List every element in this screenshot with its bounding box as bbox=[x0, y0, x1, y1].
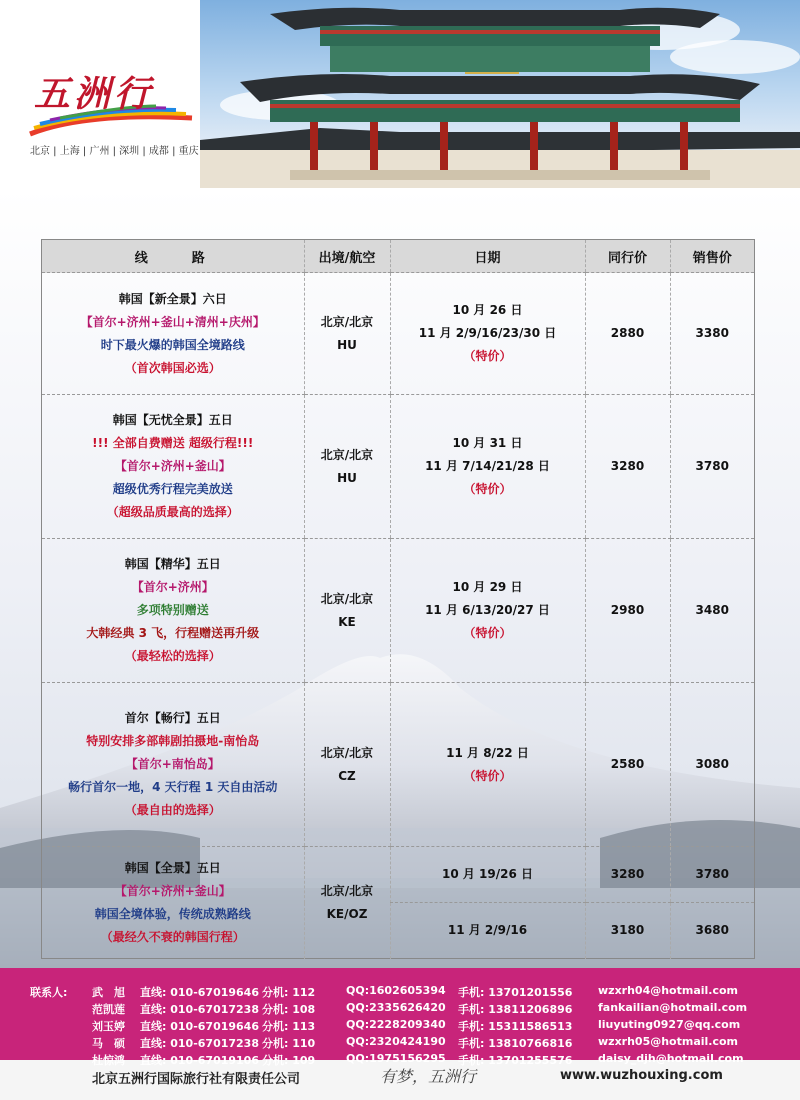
airline-cell bbox=[304, 847, 390, 959]
contact-ext: 分机: 112 bbox=[262, 986, 316, 999]
route-desc: 畅行首尔一地，4 天行程 1 天自由活动 bbox=[68, 780, 278, 794]
date-line: 11 月 2/9/16/23/30 日 bbox=[418, 326, 557, 340]
header-airline: 出境/航空 bbox=[304, 240, 390, 273]
route-cell bbox=[42, 395, 304, 539]
contact-email[interactable]: fankailian@hotmail.com bbox=[598, 1001, 748, 1014]
contact-name: 范凯莲 bbox=[92, 1003, 125, 1016]
contact-row bbox=[30, 1018, 790, 1034]
date-line: 10 月 29 日 bbox=[452, 580, 523, 594]
airline-code: KE bbox=[338, 614, 356, 629]
airline-route: 北京/北京 bbox=[320, 745, 374, 760]
table-row bbox=[42, 395, 754, 539]
date-line: 11 月 8/22 日 bbox=[446, 745, 529, 760]
contact-mobile: 手机: 13810766816 bbox=[458, 1037, 573, 1050]
route-desc: 韩国全境体验，传统成熟路线 bbox=[94, 906, 251, 921]
date-line: 10 月 19/26 日 bbox=[390, 847, 585, 903]
airline-cell bbox=[304, 683, 390, 847]
peer-price: 3280 bbox=[585, 847, 670, 903]
contact-ext: 分机: 110 bbox=[262, 1037, 316, 1050]
special-price-tag: （特价） bbox=[463, 482, 512, 496]
route-cell bbox=[42, 847, 304, 959]
airline-route: 北京/北京 bbox=[320, 314, 374, 329]
contact-phone: 直线: 010-67019646 bbox=[140, 1020, 259, 1033]
contact-ext: 分机: 108 bbox=[262, 1003, 316, 1016]
peer-price: 2580 bbox=[585, 683, 670, 847]
contact-name: 杜惊鸿 bbox=[92, 1054, 125, 1067]
palace-image bbox=[200, 0, 800, 188]
route-cities: 【首尔+济州+釜山】 bbox=[114, 883, 231, 898]
special-price-tag: （特价） bbox=[463, 768, 512, 783]
contact-mobile: 手机: 13701201556 bbox=[458, 986, 573, 999]
contact-mobile: 手机: 13701255576 bbox=[458, 1054, 573, 1067]
peer-price: 2980 bbox=[585, 539, 670, 683]
route-cell bbox=[42, 273, 304, 395]
contact-phone: 直线: 010-67017238 bbox=[140, 1003, 259, 1016]
contact-qq: QQ:1975156295 bbox=[346, 1052, 446, 1065]
date-line: 11 月 2/9/16 bbox=[390, 903, 585, 959]
route-title: 韩国【无忧全景】五日 bbox=[112, 413, 233, 427]
header bbox=[0, 0, 800, 188]
airline-code: CZ bbox=[338, 768, 356, 783]
contact-row bbox=[30, 1035, 790, 1051]
date-line: 10 月 31 日 bbox=[452, 436, 523, 450]
route-cities: 【首尔+南怡岛】 bbox=[125, 757, 220, 771]
date-cell bbox=[390, 273, 585, 395]
contact-phone: 直线: 010-67017238 bbox=[140, 1037, 259, 1050]
route-title: 首尔【畅行】五日 bbox=[124, 711, 221, 725]
contact-ext: 分机: 113 bbox=[262, 1020, 316, 1033]
contact-row bbox=[30, 1001, 790, 1017]
contact-name: 刘玉婷 bbox=[92, 1020, 125, 1033]
sale-price: 3780 bbox=[670, 847, 754, 903]
contact-phone: 直线: 010-67019106 bbox=[140, 1054, 259, 1067]
date-cell bbox=[390, 683, 585, 847]
header-date: 日期 bbox=[390, 240, 585, 273]
route-title: 韩国【全景】五日 bbox=[124, 860, 221, 875]
table-row bbox=[42, 273, 754, 395]
route-desc: 超级优秀行程完美放送 bbox=[112, 482, 233, 496]
contact-qq: QQ:2320424190 bbox=[346, 1035, 446, 1048]
airline-code: HU bbox=[337, 337, 357, 352]
sale-price: 3380 bbox=[670, 273, 754, 395]
tour-table bbox=[41, 239, 755, 959]
route-cities: 【首尔+济州+釜山+清州+庆州】 bbox=[80, 314, 265, 329]
contact-qq: QQ:1602605394 bbox=[346, 984, 446, 997]
contact-ext: 分机: 109 bbox=[262, 1054, 316, 1067]
peer-price: 3280 bbox=[585, 395, 670, 539]
date-cell bbox=[390, 539, 585, 683]
route-cities: 【首尔+济州+釜山】 bbox=[114, 459, 231, 473]
contact-label: 联系人: bbox=[30, 986, 68, 999]
special-price-tag: （特价） bbox=[463, 626, 512, 640]
airline-route: 北京/北京 bbox=[320, 591, 374, 606]
table-row bbox=[42, 539, 754, 683]
contact-name: 马 硕 bbox=[92, 1037, 125, 1050]
slogan: 有梦，五洲行 bbox=[380, 1067, 477, 1086]
route-desc: 大韩经典 3 飞，行程赠送再升级 bbox=[86, 626, 260, 640]
date-line: 10 月 26 日 bbox=[452, 303, 523, 317]
route-cities: 【首尔+济州】 bbox=[131, 580, 214, 594]
sale-price: 3480 bbox=[670, 539, 754, 683]
contact-row bbox=[30, 984, 790, 1000]
contact-phone: 直线: 010-67019646 bbox=[140, 986, 259, 999]
sale-price: 3080 bbox=[670, 683, 754, 847]
header-sale-price: 销售价 bbox=[670, 240, 754, 273]
header-peer-price: 同行价 bbox=[585, 240, 670, 273]
special-price-tag: （特价） bbox=[463, 349, 512, 363]
contact-email[interactable]: daisy_djh@hotmail.com bbox=[598, 1052, 744, 1065]
route-title: 韩国【新全景】六日 bbox=[118, 291, 227, 306]
route-note: （超级品质最高的选择） bbox=[106, 505, 239, 519]
header-route: 线 路 bbox=[42, 240, 304, 273]
airline-cell bbox=[304, 395, 390, 539]
table-row bbox=[42, 683, 754, 847]
sale-price: 3780 bbox=[670, 395, 754, 539]
contact-qq: QQ:2228209340 bbox=[346, 1018, 446, 1031]
contact-email[interactable]: liuyuting0927@qq.com bbox=[598, 1018, 741, 1031]
company-name: 北京五洲行国际旅行社有限责任公司 bbox=[92, 1072, 301, 1087]
sale-price: 3680 bbox=[670, 903, 754, 959]
route-highlight: 特别安排多部韩剧拍摄地-南怡岛 bbox=[86, 734, 260, 748]
contact-mobile: 手机: 15311586513 bbox=[458, 1020, 573, 1033]
logo-text: 五洲行 bbox=[34, 73, 155, 115]
date-line: 11 月 7/14/21/28 日 bbox=[425, 459, 550, 473]
contact-name: 武 旭 bbox=[92, 986, 125, 999]
table-header-row bbox=[42, 240, 754, 273]
airline-route: 北京/北京 bbox=[320, 447, 374, 462]
route-note: （最经久不衰的韩国行程） bbox=[100, 929, 245, 944]
route-highlight: !!! 全部自费赠送 超级行程!!! bbox=[92, 436, 254, 450]
contact-email[interactable]: wzxrh05@hotmail.com bbox=[598, 1035, 739, 1048]
contact-mobile: 手机: 13811206896 bbox=[458, 1003, 573, 1016]
route-desc: 时下最火爆的韩国全境路线 bbox=[100, 337, 245, 352]
table-row bbox=[42, 847, 754, 903]
route-cell bbox=[42, 683, 304, 847]
route-note: （首次韩国必选） bbox=[124, 360, 221, 375]
route-title: 韩国【精华】五日 bbox=[124, 557, 221, 571]
contact-qq: QQ:2335626420 bbox=[346, 1001, 446, 1014]
date-cell bbox=[390, 395, 585, 539]
airline-cell bbox=[304, 273, 390, 395]
airline-code: KE/OZ bbox=[326, 906, 368, 921]
date-line: 11 月 6/13/20/27 日 bbox=[425, 603, 550, 617]
city-list: 北京 | 上海 | 广州 | 深圳 | 成都 | 重庆 bbox=[30, 146, 199, 157]
route-note: （最自由的选择） bbox=[124, 803, 221, 817]
route-highlight: 多项特别赠送 bbox=[136, 603, 209, 617]
route-note: （最轻松的选择） bbox=[124, 649, 221, 663]
peer-price: 3180 bbox=[585, 903, 670, 959]
website-link[interactable]: www.wuzhouxing.com bbox=[560, 1068, 723, 1083]
airline-route: 北京/北京 bbox=[320, 883, 374, 898]
route-cell bbox=[42, 539, 304, 683]
contact-email[interactable]: wzxrh04@hotmail.com bbox=[598, 984, 739, 997]
airline-cell bbox=[304, 539, 390, 683]
peer-price: 2880 bbox=[585, 273, 670, 395]
airline-code: HU bbox=[337, 470, 357, 485]
